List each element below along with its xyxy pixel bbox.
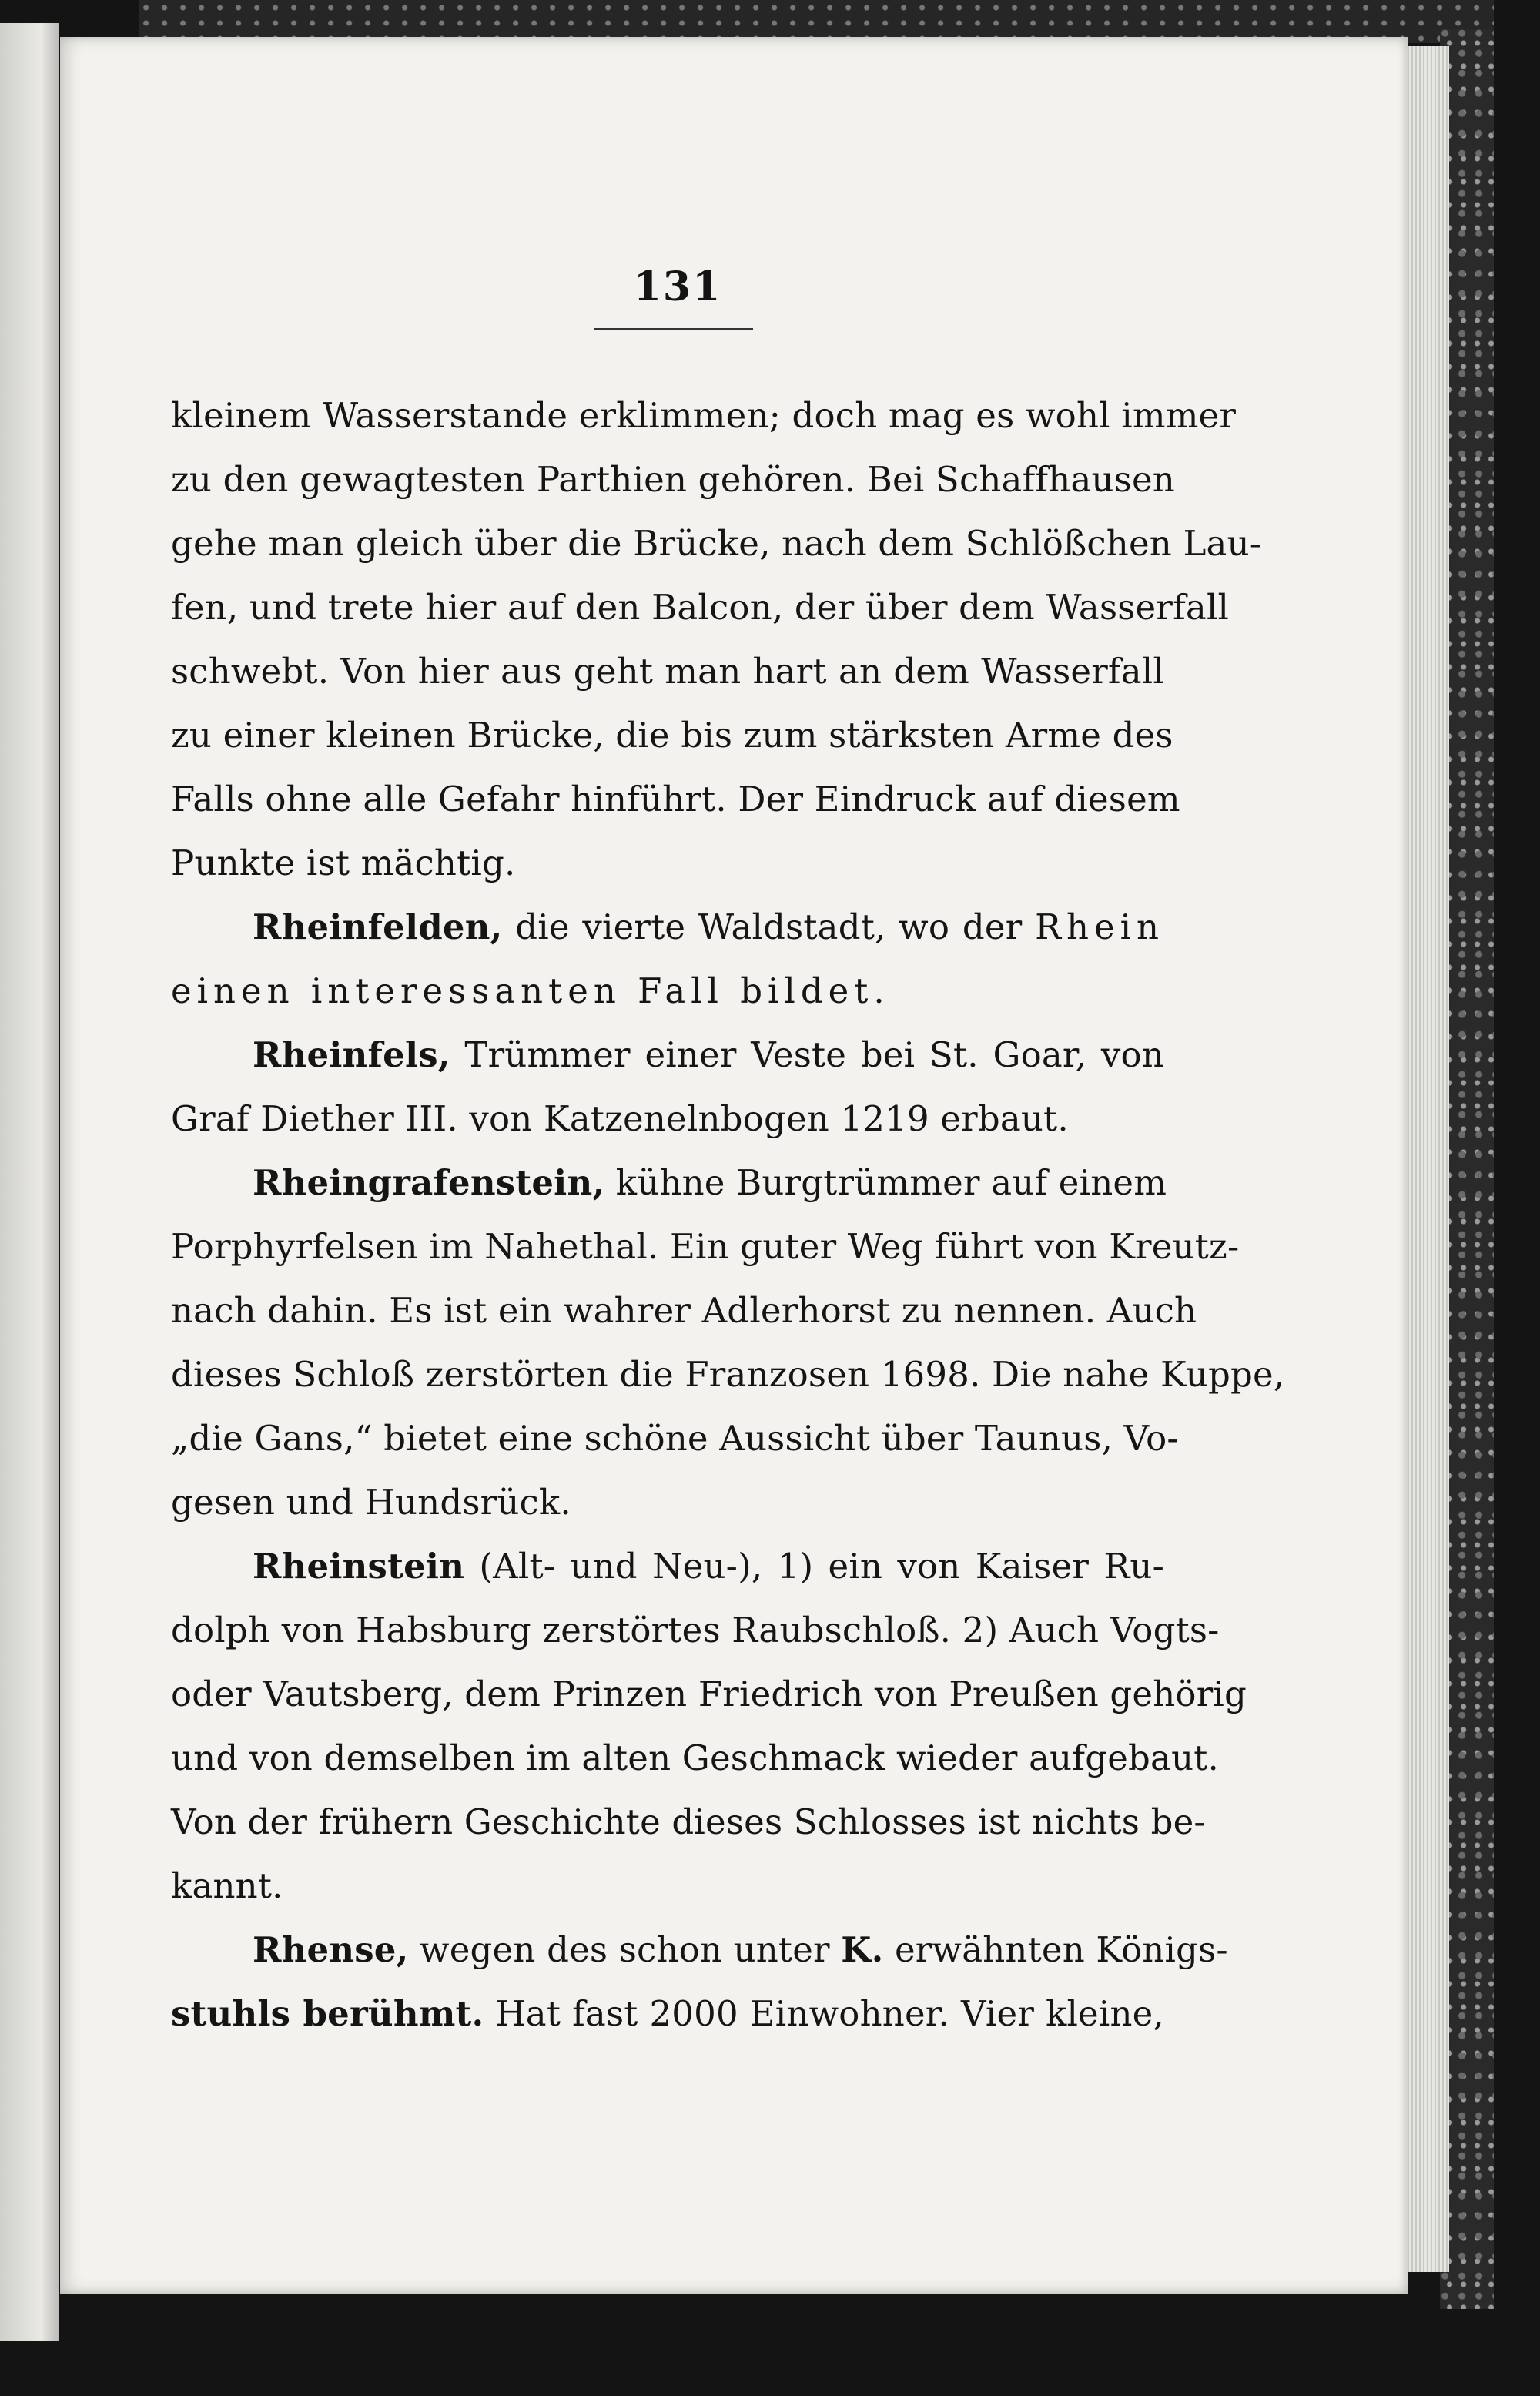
text-line: Falls ohne alle Gefahr hinführt. Der Eindruck auf diesem <box>171 779 1180 819</box>
text-line: zu einer kleinen Brücke, die bis zum stärksten Arme des <box>171 715 1173 756</box>
text-line: schwebt. Von hier aus geht man hart an dem Wasserfall <box>171 651 1164 692</box>
headword: Rheinfels, <box>253 1034 450 1075</box>
headword: Rheinstein <box>253 1546 465 1587</box>
text-line: dolph von Habsburg zerstörtes Raubschloß. 2) Auch Vogts- <box>171 1610 1220 1650</box>
page-number: 131 <box>633 263 722 310</box>
cross-reference: K. <box>841 1929 884 1970</box>
emphasis: einen interessanten Fall bildet. <box>171 970 890 1011</box>
text-line: gesen und Hundsrück. <box>171 1482 571 1523</box>
emphasis: Rhein <box>1035 906 1164 947</box>
text-line <box>171 959 1164 1024</box>
entry-rheingrafenstein: Rheingrafenstein, kühne Burgtrümmer auf einem <box>253 1162 1167 1203</box>
text-line: und von demselben im alten Geschmack wieder aufgebaut. <box>171 1738 1220 1778</box>
text-line: Von der frühern Geschichte dieses Schlosses ist nichts be- <box>171 1801 1206 1842</box>
text-line: Graf Diether III. von Katzenelnbogen 1219 erbaut. <box>171 1098 1069 1139</box>
text-line: „die Gans,“ bietet eine schöne Aussicht über Taunus, Vo- <box>171 1418 1179 1459</box>
entry-rheinstein: Rheinstein (Alt- und Neu-), 1) ein von Kaiser Ru- <box>253 1546 1164 1587</box>
text-line: kannt. <box>171 1865 283 1906</box>
text-line: stuhls berühmt. Hat fast 2000 Einwohner. Vier kleine, <box>171 1993 1164 2034</box>
text-line: zu den gewagtesten Parthien gehören. Bei Schaffhausen <box>171 459 1175 500</box>
text-line: fen, und trete hier auf den Balcon, der über dem Wasserfall <box>171 587 1230 628</box>
emphasis: stuhls berühmt. <box>171 1993 484 2034</box>
text-line: oder Vautsberg, dem Prinzen Friedrich von Preußen gehörig <box>171 1674 1247 1714</box>
text-line: nach dahin. Es ist ein wahrer Adlerhorst zu nennen. Auch <box>171 1290 1197 1331</box>
facing-page-edge <box>0 23 59 2341</box>
header-rule <box>594 328 753 330</box>
headword: Rheingrafenstein, <box>253 1162 605 1203</box>
text-line: Punkte ist mächtig. <box>171 843 516 883</box>
entry-rhense: Rhense, wegen des schon unter K. erwähnten Königs- <box>253 1929 1228 1970</box>
text-line: Porphyrfelsen im Nahethal. Ein guter Weg führt von Kreutz- <box>171 1226 1240 1267</box>
entry-rheinfels: Rheinfels, Trümmer einer Veste bei St. Goar, von <box>253 1034 1164 1075</box>
entry-rheinfelden: Rheinfelden, die vierte Waldstadt, wo der Rhein <box>253 906 1164 947</box>
text-line: dieses Schloß zerstörten die Franzosen 1698. Die nahe Kuppe, <box>171 1354 1285 1395</box>
headword: Rhense, <box>253 1929 409 1970</box>
text-line: kleinem Wasserstande erklimmen; doch mag es wohl immer <box>171 395 1237 436</box>
headword: Rheinfelden, <box>253 906 503 947</box>
text-line: gehe man gleich über die Brücke, nach dem Schlößchen Lau- <box>171 523 1262 564</box>
